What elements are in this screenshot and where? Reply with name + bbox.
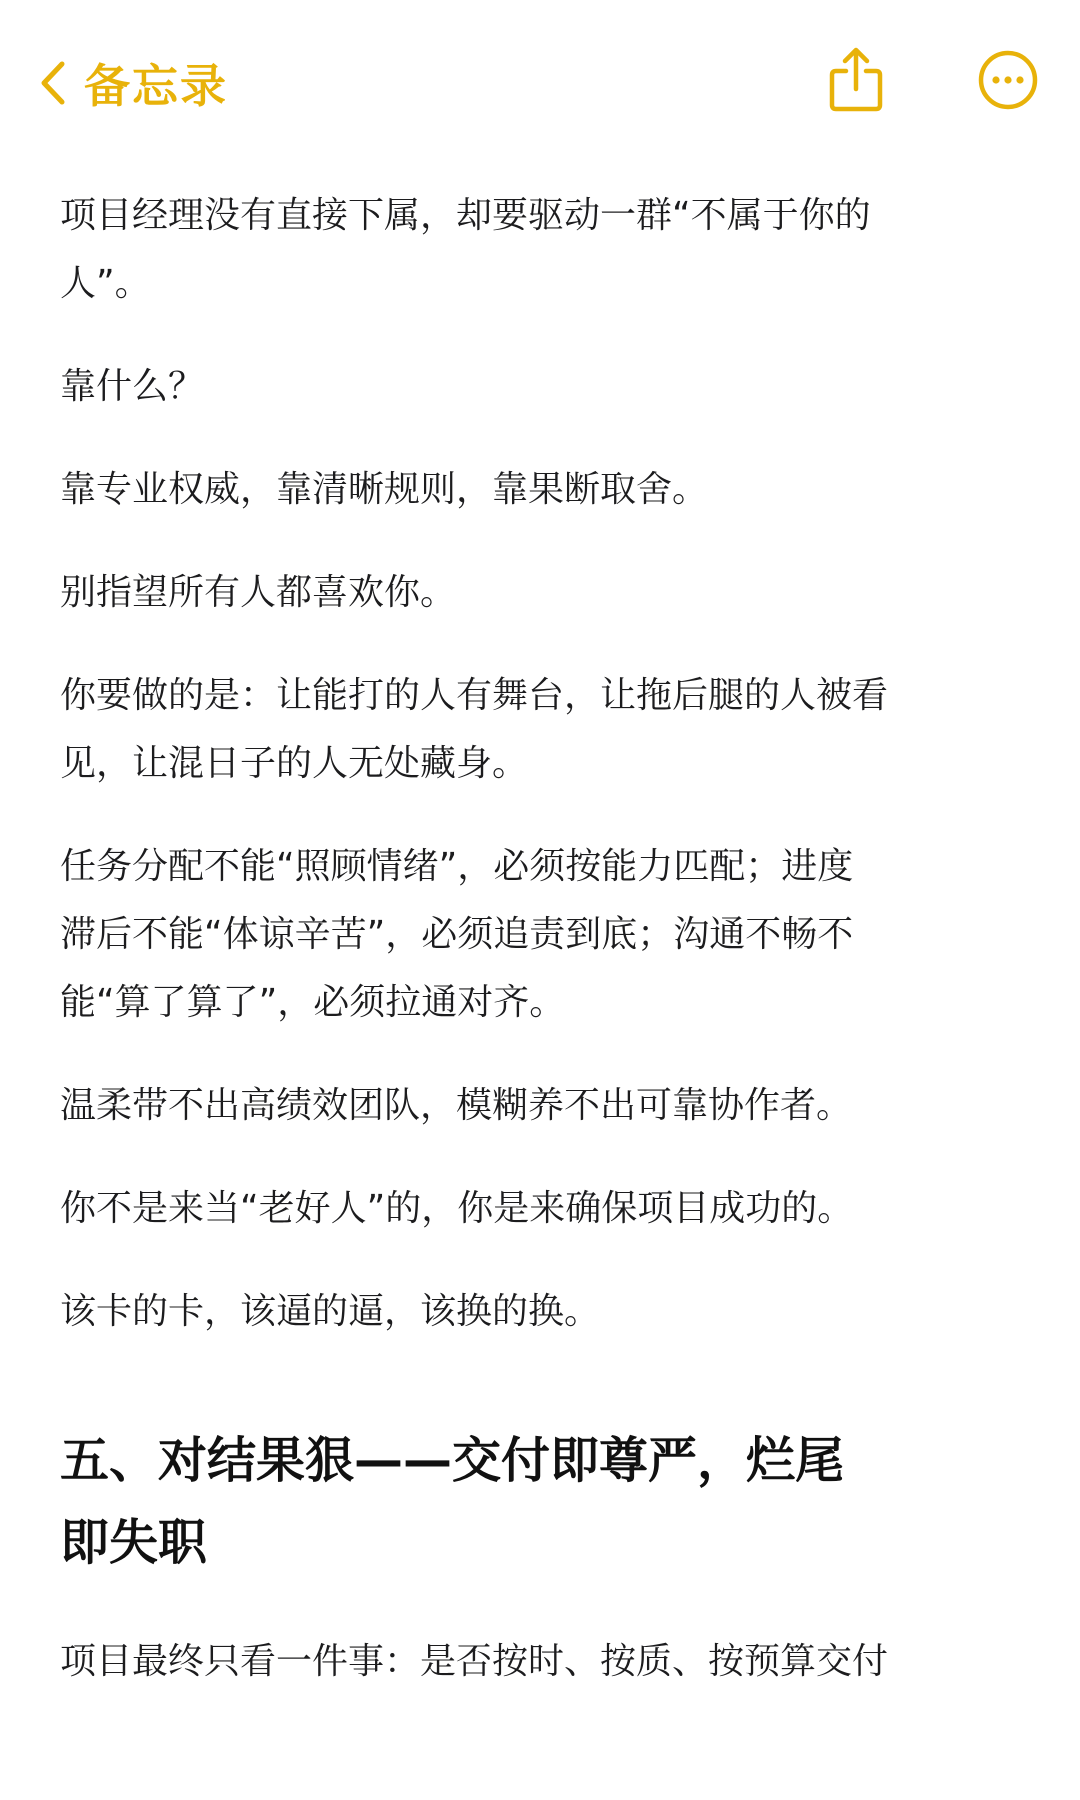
- note-paragraph: 靠专业权威，靠清晰规则，靠果断取舍。: [60, 469, 709, 510]
- back-button[interactable]: [40, 48, 228, 118]
- note-paragraph: 该卡的卡，该逼的逼，该换的换。: [60, 1291, 601, 1332]
- back-label: 备忘录: [84, 59, 228, 113]
- note-paragraph: 任务分配不能“照顾情绪”，必须按能力匹配；进度 滞后不能“体谅辛苦”，必须追责到底；沟通不畅不 能“算了算了”，必须拉通对齐。: [60, 846, 854, 1023]
- navigation-bar: [0, 0, 1080, 160]
- note-body[interactable]: [60, 182, 1028, 1731]
- more-button[interactable]: [972, 40, 1044, 120]
- note-paragraph: 温柔带不出高绩效团队，模糊养不出可靠协作者。: [60, 1085, 853, 1126]
- note-paragraph: 你要做的是：让能打的人有舞台，让拖后腿的人被看 见，让混日子的人无处藏身。: [60, 675, 889, 784]
- note-paragraph: 靠什么？: [60, 366, 205, 407]
- note-paragraph: 项目经理没有直接下属，却要驱动一群“不属于你的 人”。: [60, 195, 871, 304]
- share-icon: [828, 47, 884, 113]
- share-button[interactable]: [820, 40, 892, 120]
- chevron-left-icon: [40, 60, 66, 106]
- more-icon: [977, 49, 1039, 111]
- note-paragraph: 项目最终只看一件事：是否按时、按质、按预算交付: [60, 1641, 889, 1682]
- note-paragraph: 你不是来当“老好人”的，你是来确保项目成功的。: [60, 1188, 854, 1229]
- note-paragraph: 别指望所有人都喜欢你。: [60, 572, 457, 613]
- section-heading: 五、对结果狠——交付即尊严，烂尾 即失职: [60, 1432, 845, 1571]
